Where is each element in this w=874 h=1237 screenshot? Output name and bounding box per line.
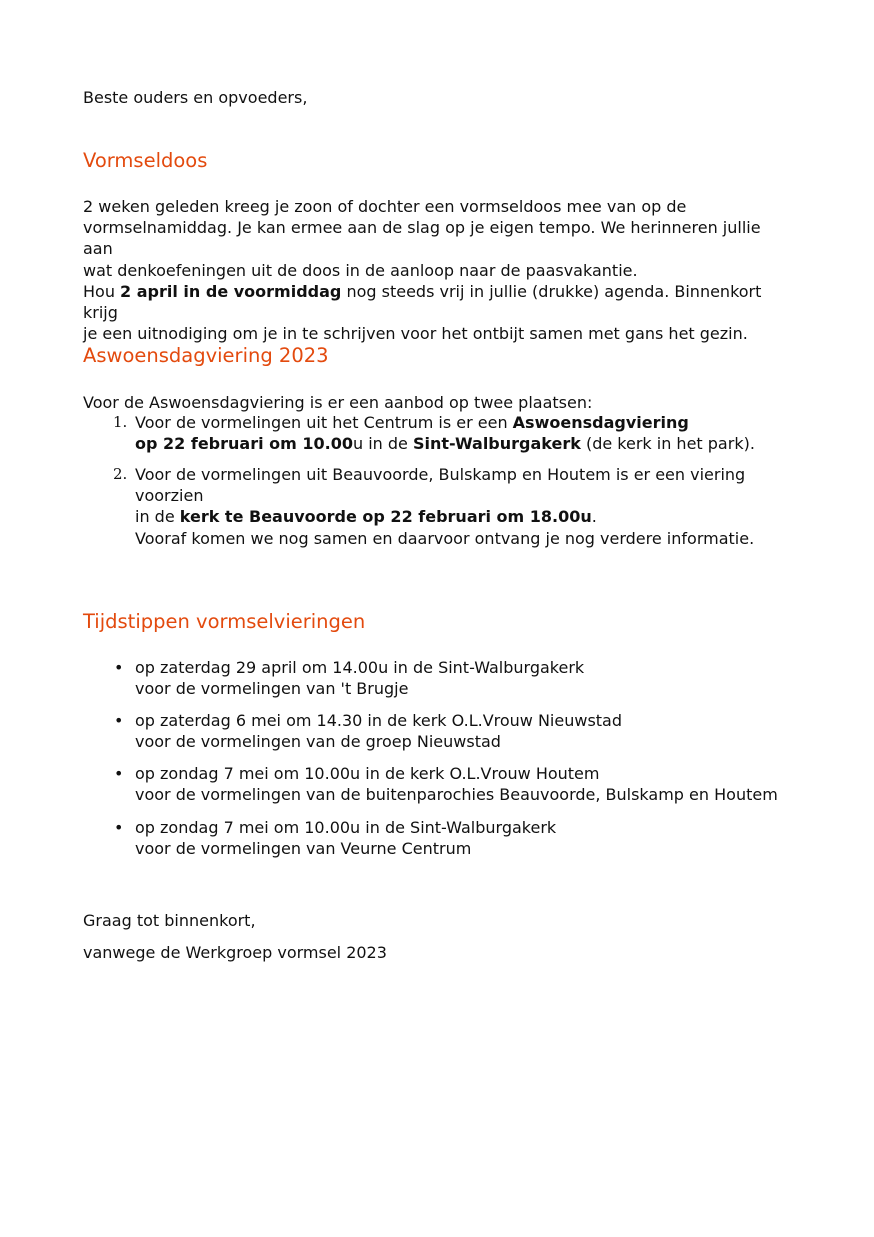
heading-aswoensdag: Aswoensdagviering 2023 bbox=[83, 344, 329, 367]
bullet: • bbox=[114, 658, 124, 677]
bullet-item bbox=[114, 817, 557, 859]
text-line: op zondag 7 mei om 10.00u in de Sint-Walburgakerk bbox=[135, 818, 557, 837]
text-line: op zaterdag 29 april om 14.00u in de Sint-Walburgakerk bbox=[135, 658, 585, 677]
text-line: Vooraf komen we nog samen en daarvoor ontvang je nog verdere informatie. bbox=[135, 528, 755, 548]
text-line: Voor de vormelingen uit Beauvoorde, Bulskamp en Houtem is er een viering bbox=[135, 465, 746, 484]
text-line: voor de vormelingen van Veurne Centrum bbox=[135, 839, 472, 859]
bullet: • bbox=[114, 711, 124, 730]
bold-text: kerk te Beauvoorde op 22 februari om 18.00u bbox=[179, 507, 592, 527]
text-line bbox=[135, 412, 755, 433]
text-line: voorzien bbox=[135, 486, 204, 506]
text-span: nog steeds vrij in jullie (drukke) agenda. Binnenkort krijg bbox=[83, 281, 762, 323]
aswoensdag-intro: Voor de Aswoensdagviering is er een aanbod op twee plaatsen: bbox=[83, 393, 593, 412]
heading-vormseldoos: Vormseldoos bbox=[83, 149, 208, 172]
bold-text: Aswoensdagviering bbox=[512, 413, 689, 432]
bullet-item bbox=[114, 710, 623, 752]
numbered-item-1 bbox=[113, 412, 755, 454]
text-span: Voor de vormelingen uit het Centrum is er een bbox=[135, 413, 513, 432]
greeting: Beste ouders en opvoeders, bbox=[83, 88, 308, 107]
bullet: • bbox=[114, 818, 124, 837]
text-line: 2 weken geleden kreeg je zoon of dochter een vormseldoos mee van op de bbox=[83, 197, 687, 216]
text-span: (de kerk in het park). bbox=[580, 434, 755, 454]
numbered-item-2 bbox=[113, 464, 755, 549]
text-span: u in de bbox=[352, 434, 413, 454]
text-line bbox=[135, 433, 755, 454]
text-span: . bbox=[591, 507, 597, 527]
text-line: op zondag 7 mei om 10.00u in de kerk O.L.Vrouw Houtem bbox=[135, 764, 600, 783]
closing-greeting: Graag tot binnenkort, bbox=[83, 911, 256, 930]
paragraph-vormseldoos bbox=[83, 196, 793, 344]
text-line: voor de vormelingen van de buitenparochies Beauvoorde, Bulskamp en Houtem bbox=[135, 785, 778, 805]
text-line: op zaterdag 6 mei om 14.30 in de kerk O.L.Vrouw Nieuwstad bbox=[135, 711, 623, 730]
list-number: 2. bbox=[113, 465, 128, 483]
bullet: • bbox=[114, 764, 124, 783]
bold-text: op 22 februari om 10.00 bbox=[135, 434, 353, 454]
bullet-item bbox=[114, 657, 585, 699]
closing-signature: vanwege de Werkgroep vormsel 2023 bbox=[83, 943, 387, 962]
bold-date: 2 april in de voormiddag bbox=[120, 281, 342, 301]
text-line: voor de vormelingen van 't Brugje bbox=[135, 679, 409, 699]
list-number: 1. bbox=[113, 413, 128, 431]
text-span: Hou bbox=[83, 281, 121, 301]
text-line bbox=[135, 506, 754, 527]
text-line: wat denkoefeningen uit de doos in de aanloop naar de paasvakantie. bbox=[83, 260, 638, 280]
bold-text: Sint-Walburgakerk bbox=[412, 434, 581, 454]
bullet-item bbox=[114, 763, 778, 805]
text-span: in de bbox=[135, 507, 180, 527]
text-line bbox=[83, 281, 793, 323]
heading-tijdstippen: Tijdstippen vormselvieringen bbox=[83, 610, 366, 633]
text-line: voor de vormelingen van de groep Nieuwstad bbox=[135, 732, 501, 752]
text-line: vormselnamiddag. Je kan ermee aan de slag op je eigen tempo. We herinneren jullie aan bbox=[83, 218, 761, 259]
text-line: je een uitnodiging om je in te schrijven voor het ontbijt samen met gans het gezin. bbox=[83, 324, 748, 344]
